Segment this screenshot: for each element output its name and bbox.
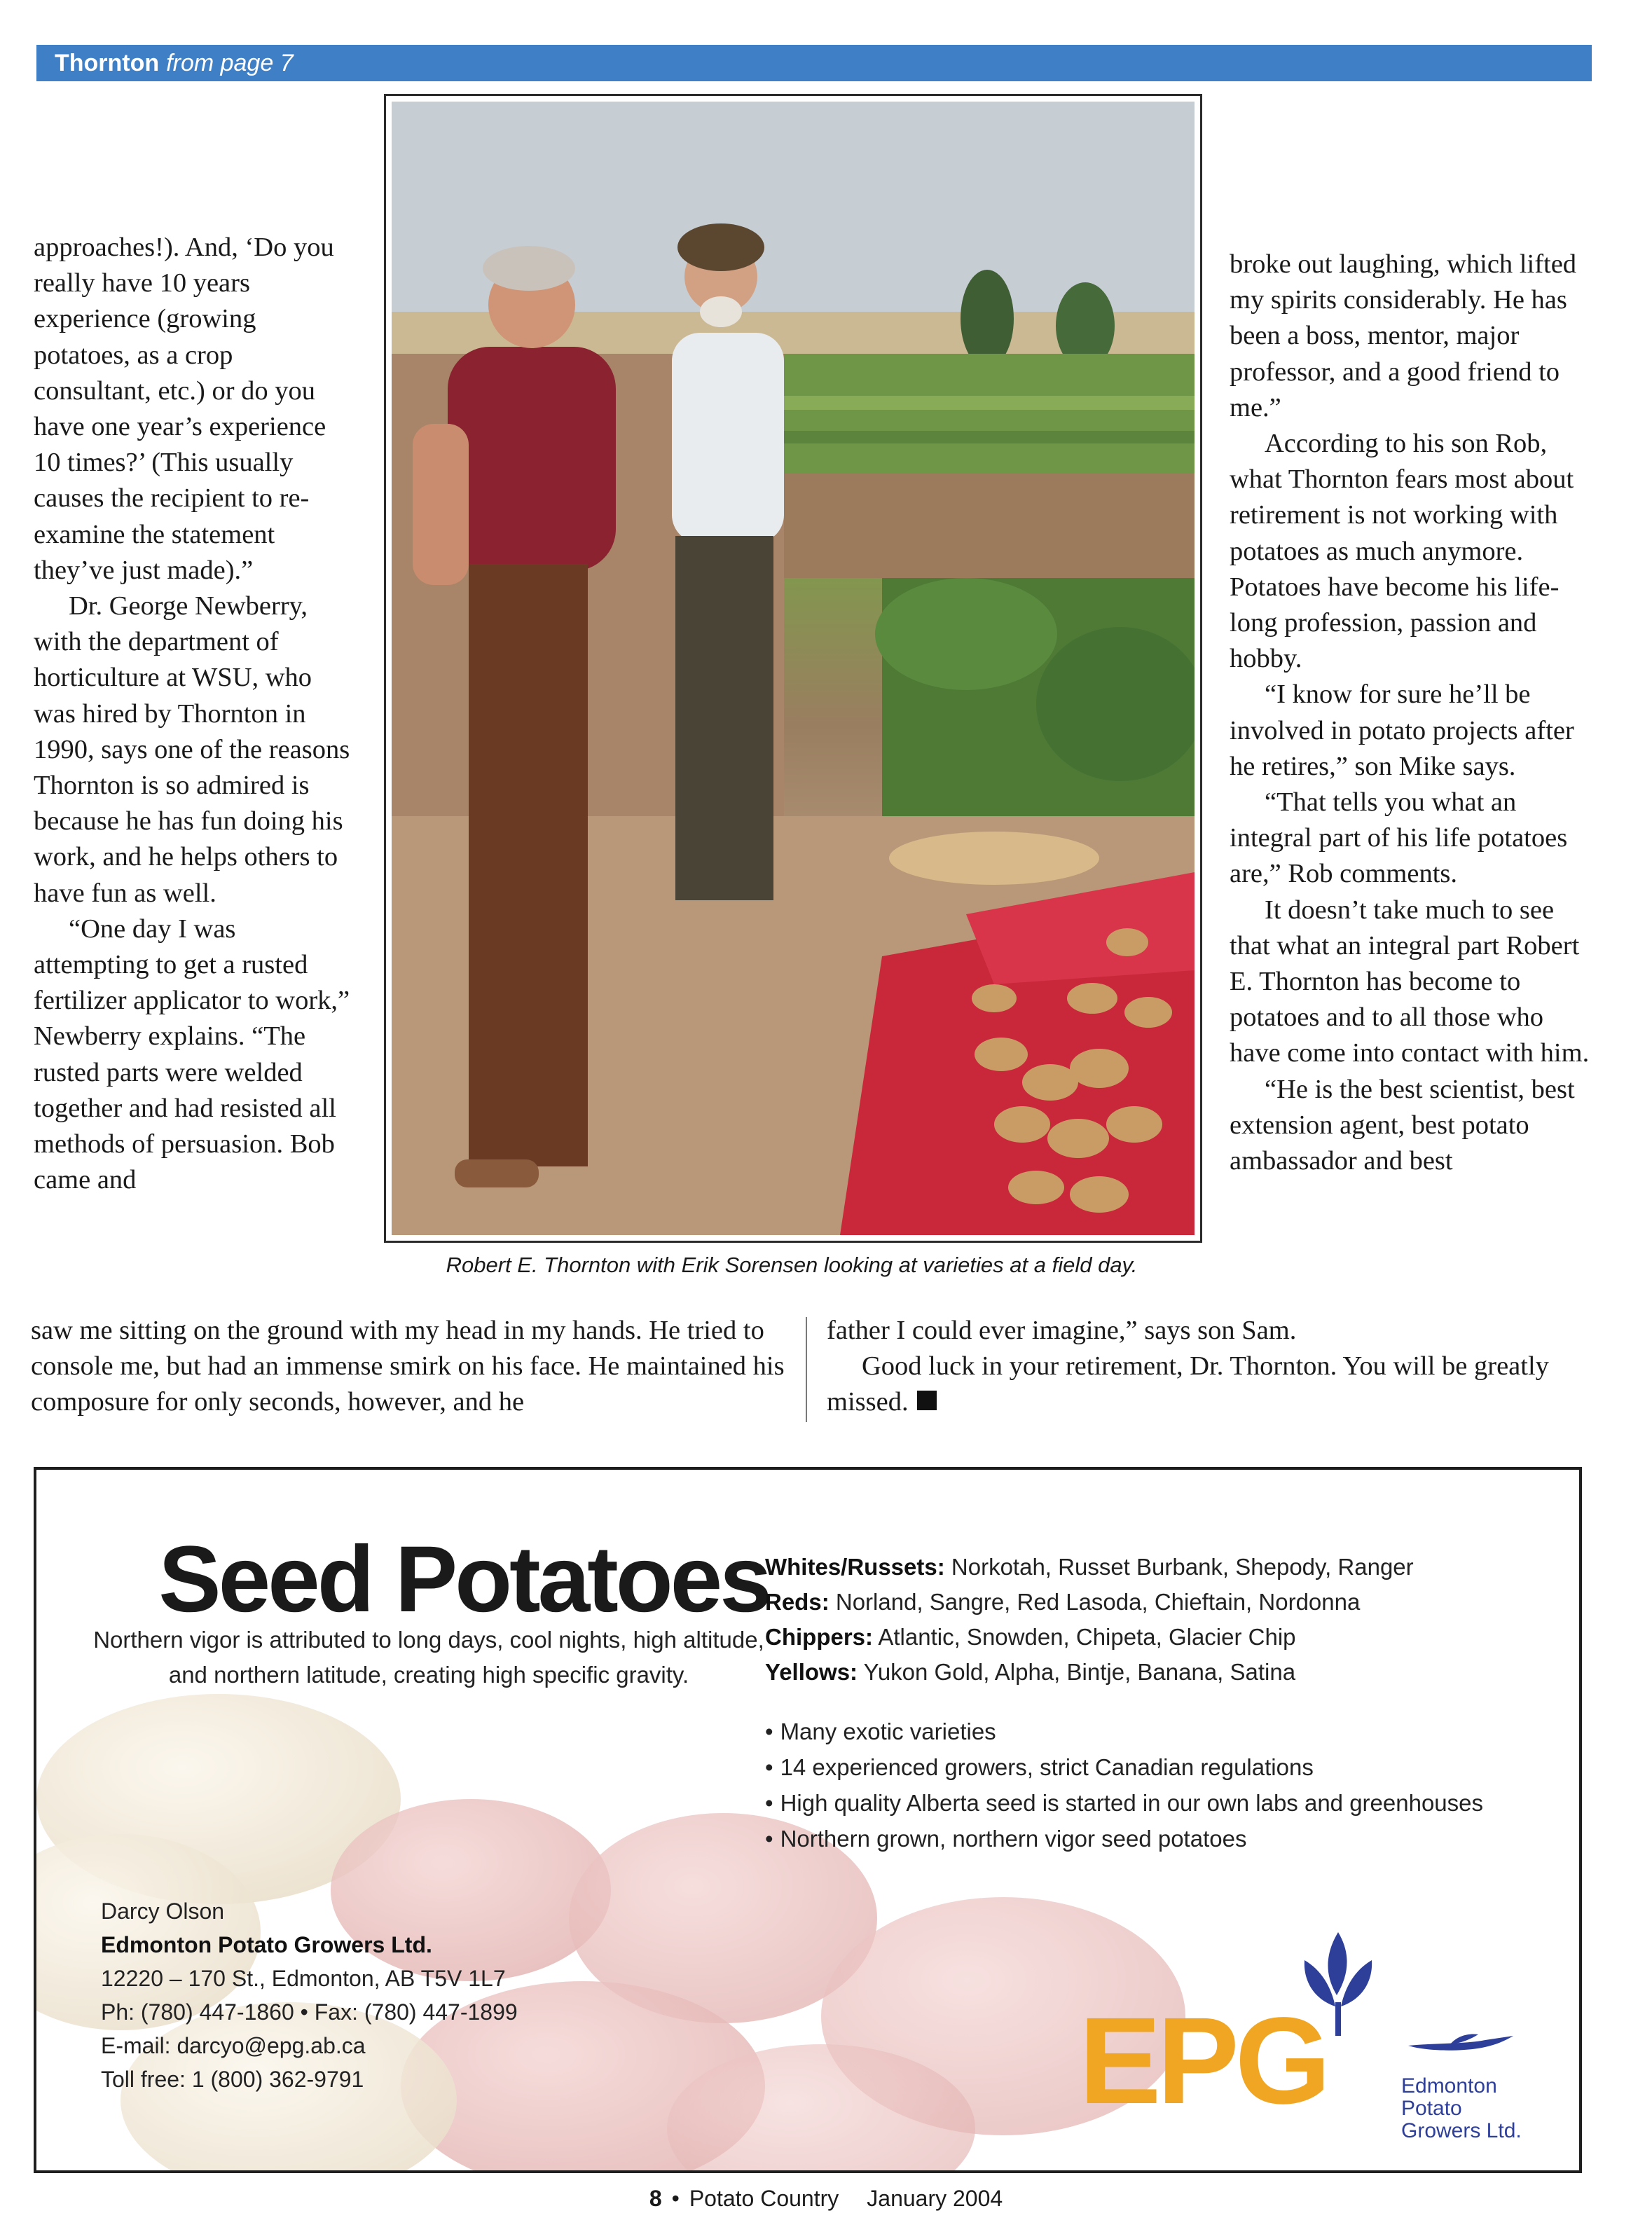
seed-potatoes-ad	[34, 1467, 1582, 2173]
bird-icon	[1408, 2030, 1513, 2058]
variety-label: Chippers:	[765, 1624, 874, 1650]
article-paragraph: broke out laughing, which lifted my spirits considerably. He has been a boss, mentor, major professor, and a good friend to me.”	[1230, 249, 1577, 422]
epg-name-line: Growers Ltd.	[1401, 2119, 1522, 2142]
issue-date: January 2004	[867, 2186, 1003, 2211]
ad-feature-item: • Many exotic varieties	[765, 1714, 1564, 1749]
header-continued: from page 7	[166, 50, 294, 76]
ad-tagline: Northern vigor is attributed to long days, cool nights, high altitude, and northern latitude, creating high specific gravity.	[93, 1627, 764, 1688]
variety-label: Whites/Russets:	[765, 1554, 945, 1580]
article-paragraph: “One day I was attempting to get a rusted fertilizer applicator to work,” Newberry explains. “The rusted parts were welded together and had resisted all methods of persuasion. Bob came and	[34, 914, 350, 1195]
article-photo	[392, 102, 1195, 1235]
epg-logo	[1079, 1932, 1527, 2142]
column-divider	[806, 1317, 807, 1422]
variety-value: Norkotah, Russet Burbank, Shepody, Ranger	[951, 1554, 1414, 1580]
contact-person: Darcy Olson	[101, 1899, 225, 1924]
contact-address: 12220 – 170 St., Edmonton, AB T5V 1L7	[101, 1966, 506, 1991]
article-paragraph: “He is the best scientist, best extension agent, best potato ambassador and best	[1230, 1074, 1575, 1176]
contact-company: Edmonton Potato Growers Ltd.	[101, 1932, 432, 1957]
variety-row	[765, 1550, 1536, 1585]
epg-name-line: Edmonton	[1401, 2074, 1497, 2097]
variety-label: Yellows:	[765, 1659, 858, 1685]
article-bottom-right	[827, 1313, 1576, 1421]
article-photo-frame	[384, 94, 1202, 1243]
variety-list	[765, 1550, 1536, 1690]
ad-feature-item: • High quality Alberta seed is started in our own labs and greenhouses	[765, 1785, 1564, 1821]
ad-feature-item: • 14 experienced growers, strict Canadian regulations	[765, 1749, 1564, 1785]
publication-name: Potato Country	[689, 2186, 839, 2211]
header-name: Thornton	[55, 50, 160, 76]
photo-illustration	[392, 102, 1195, 1235]
variety-value: Atlantic, Snowden, Chipeta, Glacier Chip	[878, 1624, 1296, 1650]
article-paragraph: It doesn’t take much to see that what an integral part Robert E. Thornton has become to potatoes and to all those who have come into contact with him.	[1230, 895, 1590, 1068]
page-number: 8	[649, 2186, 662, 2211]
article-closing-paragraph	[827, 1349, 1576, 1420]
epg-name-line: Potato	[1401, 2097, 1462, 2120]
ad-feature-list	[765, 1714, 1564, 1856]
page-footer	[0, 2186, 1652, 2212]
contact-email: E-mail: darcyo@epg.ab.ca	[101, 2033, 366, 2058]
contact-block	[101, 1894, 605, 2096]
article-paragraph: approaches!). And, ‘Do you really have 10 years experience (growing potatoes, as a crop consultant, etc.) or do you have one year’s experience 10 times?’ (This usually causes the recipient to re-examine the statement they’ve just made).”	[34, 233, 334, 585]
leaf-icon	[1289, 1932, 1387, 2037]
article-paragraph: “I know for sure he’ll be involved in potato projects after he retires,” son Mike says.	[1230, 680, 1574, 781]
footer-separator: •	[671, 2186, 680, 2211]
article-right-column	[1230, 247, 1594, 1179]
variety-row	[765, 1585, 1536, 1620]
article-paragraph: According to his son Rob, what Thornton fears most about retirement is not working with potatoes as much anymore. Potatoes have become his life-long profession, passion and hobby.	[1230, 429, 1574, 674]
epg-logo-letters: EPG	[1079, 1992, 1327, 2130]
article-left-column	[34, 230, 356, 1198]
contact-tollfree: Toll free: 1 (800) 362-9791	[101, 2067, 364, 2092]
photo-caption: Robert E. Thornton with Erik Sorensen looking at varieties at a field day.	[446, 1253, 1138, 1277]
article-paragraph: father I could ever imagine,” says son Sam.	[827, 1316, 1297, 1345]
article-bottom-left: saw me sitting on the ground with my head in my hands. He tried to console me, but had an immense smirk on his face. He maintained his composure for only seconds, however, and he	[31, 1316, 785, 1417]
article-paragraph: “That tells you what an integral part of his life potatoes are,” Rob comments.	[1230, 787, 1568, 889]
end-of-article-icon	[917, 1391, 937, 1410]
article-paragraph: Dr. George Newberry, with the department of horticulture at WSU, who was hired by Thornton in 1990, says one of the reasons Thornton is so admired is because he has fun doing his work, and he helps others to have fun as well.	[34, 591, 350, 908]
variety-row	[765, 1620, 1536, 1655]
variety-row	[765, 1655, 1536, 1690]
epg-logo-name	[1401, 2075, 1522, 2142]
ad-feature-item: • Northern grown, northern vigor seed potatoes	[765, 1821, 1564, 1856]
variety-value: Norland, Sangre, Red Lasoda, Chieftain, Nordonna	[835, 1589, 1361, 1615]
closing-text: Good luck in your retirement, Dr. Thornton. You will be greatly missed.	[827, 1351, 1549, 1417]
variety-label: Reds:	[765, 1589, 830, 1615]
variety-value: Yukon Gold, Alpha, Bintje, Banana, Satina	[863, 1659, 1296, 1685]
ad-title: Seed Potatoes	[158, 1527, 769, 1632]
continued-header	[36, 45, 1592, 81]
contact-phone: Ph: (780) 447-1860 • Fax: (780) 447-1899	[101, 1999, 518, 2025]
